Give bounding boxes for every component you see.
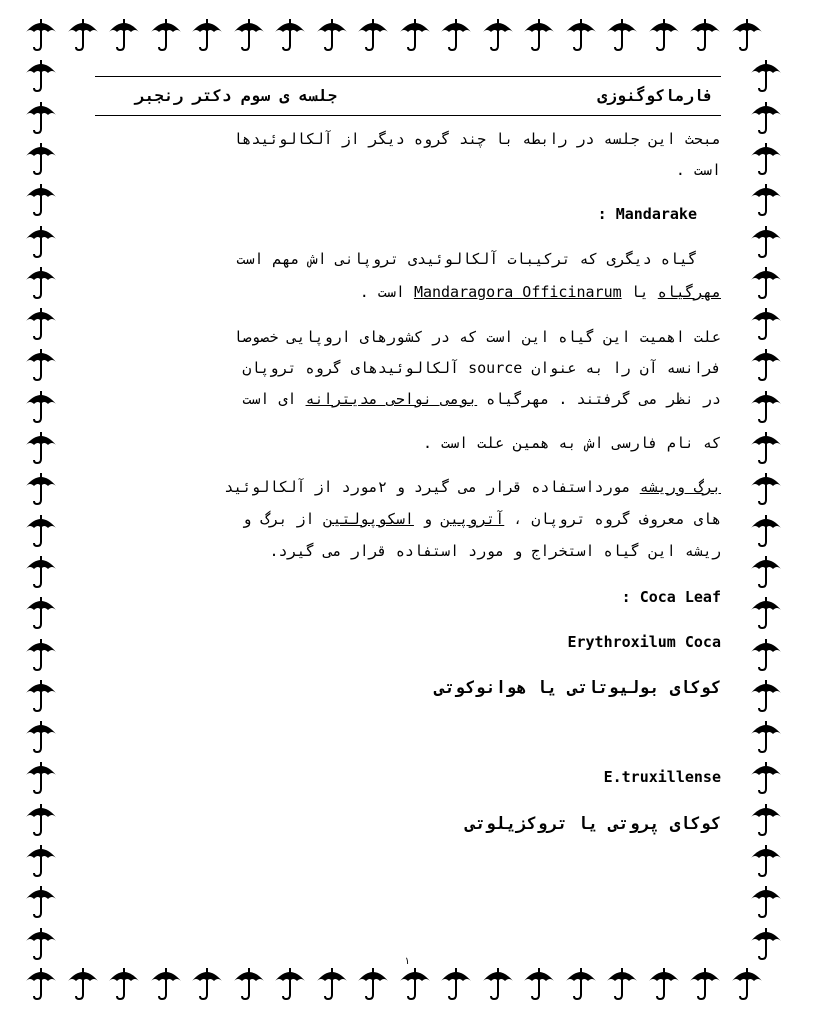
- document-page: [95, 68, 721, 968]
- importance-line-3: [99, 390, 721, 408]
- umbrella-icon: [730, 16, 764, 52]
- umbrella-icon: [647, 965, 681, 1001]
- mandarake-line-1: گیاه دیگری که ترکیبات آلکالوئیدی تروپانی اش مهم است: [236, 250, 697, 268]
- umbrella-icon: [24, 883, 58, 919]
- coca-species: Erythroxilum Coca: [567, 633, 721, 651]
- umbrella-icon: [24, 16, 58, 52]
- umbrella-icon: [749, 883, 783, 919]
- umbrella-icon: [730, 965, 764, 1001]
- coca-heading: : Coca Leaf: [621, 588, 721, 606]
- umbrella-icon: [481, 965, 515, 1001]
- umbrella-icon: [149, 16, 183, 52]
- umbrella-icon: [749, 388, 783, 424]
- umbrella-icon: [439, 16, 473, 52]
- uses-line-2: [99, 510, 721, 528]
- uses-line-2-mid: و: [422, 510, 432, 528]
- umbrella-icon: [24, 470, 58, 506]
- umbrella-icon: [24, 264, 58, 300]
- umbrella-icon: [24, 553, 58, 589]
- umbrella-icon: [749, 305, 783, 341]
- subject-title: فارماکوگنوزی: [597, 86, 713, 105]
- umbrella-icon: [439, 965, 473, 1001]
- umbrella-icon: [749, 429, 783, 465]
- umbrella-icon: [24, 925, 58, 961]
- umbrella-icon: [647, 16, 681, 52]
- umbrella-icon: [273, 965, 307, 1001]
- umbrella-icon: [749, 99, 783, 135]
- truxillense-heading: E.truxillense: [603, 768, 721, 786]
- umbrella-icon: [24, 99, 58, 135]
- umbrella-icon: [24, 181, 58, 217]
- umbrella-icon: [107, 965, 141, 1001]
- umbrella-icon: [564, 965, 598, 1001]
- mandarake-line-2: [99, 283, 721, 301]
- uses-line-3: ریشه این گیاه استخراج و مورد استفاده قرار می گیرد.: [269, 542, 721, 560]
- umbrella-icon: [749, 801, 783, 837]
- intro-line-2: است .: [675, 161, 721, 179]
- mediterranean-link[interactable]: بومی نواحی مدیترانه: [305, 390, 478, 408]
- umbrella-icon: [481, 16, 515, 52]
- leaf-root-link[interactable]: برگ وریشه: [639, 478, 721, 496]
- importance-line-3-end: ای است: [242, 390, 297, 408]
- umbrella-icon: [356, 16, 390, 52]
- truxillense-persian-name: کوکای پروتی یا تروکزیلوتی: [465, 814, 721, 834]
- umbrella-icon: [232, 965, 266, 1001]
- umbrella-icon: [273, 16, 307, 52]
- uses-line-1-rest: مورداستفاده قرار می گیرد و ۲مورد از آلکالوئید: [224, 478, 631, 496]
- umbrella-icon: [749, 57, 783, 93]
- importance-line-4: که نام فارسی اش به همین علت است .: [422, 434, 721, 452]
- umbrella-icon: [398, 965, 432, 1001]
- umbrella-icon: [749, 594, 783, 630]
- umbrella-icon: [749, 223, 783, 259]
- umbrella-icon: [24, 429, 58, 465]
- umbrella-icon: [315, 965, 349, 1001]
- umbrella-icon: [749, 140, 783, 176]
- umbrella-icon: [315, 16, 349, 52]
- umbrella-icon: [232, 16, 266, 52]
- umbrella-icon: [605, 965, 639, 1001]
- umbrella-icon: [564, 16, 598, 52]
- umbrella-icon: [688, 965, 722, 1001]
- umbrella-icon: [24, 305, 58, 341]
- umbrella-icon: [749, 264, 783, 300]
- page-number: ۱: [404, 956, 411, 967]
- intro-line-1: مبحث این جلسه در رابطه با چند گروه دیگر از آلکالوئیدها: [233, 130, 721, 148]
- atropine-link[interactable]: آتروپین: [441, 510, 505, 528]
- umbrella-icon: [749, 718, 783, 754]
- coca-persian-name: کوکای بولیوتاتی یا هوانوکوتی: [434, 678, 721, 698]
- importance-line-2: فرانسه آن را به عنوان source آلکالوئیدهای گروه تروپان: [242, 359, 721, 377]
- umbrella-icon: [24, 759, 58, 795]
- umbrella-icon: [688, 16, 722, 52]
- umbrella-icon: [24, 346, 58, 382]
- umbrella-icon: [749, 842, 783, 878]
- umbrella-icon: [356, 965, 390, 1001]
- conjunction-text: یا: [630, 283, 649, 301]
- umbrella-icon: [66, 965, 100, 1001]
- umbrella-icon: [190, 965, 224, 1001]
- umbrella-icon: [24, 965, 58, 1001]
- umbrella-icon: [107, 16, 141, 52]
- mahregiah-link[interactable]: مهرگیاه: [657, 283, 721, 301]
- umbrella-icon: [24, 223, 58, 259]
- umbrella-icon: [522, 16, 556, 52]
- umbrella-icon: [749, 636, 783, 672]
- mandarake-heading: : Mandarake: [597, 205, 697, 223]
- page-header: [95, 76, 721, 116]
- session-title: جلسه ی سوم دکتر رنجبر: [135, 86, 338, 105]
- mandaragora-link[interactable]: Mandaragora Officinarum: [413, 283, 622, 301]
- umbrella-icon: [66, 16, 100, 52]
- umbrella-icon: [749, 346, 783, 382]
- umbrella-icon: [749, 512, 783, 548]
- uses-line-2-end: از برگ و: [242, 510, 315, 528]
- umbrella-icon: [749, 181, 783, 217]
- umbrella-icon: [24, 57, 58, 93]
- umbrella-icon: [24, 594, 58, 630]
- umbrella-icon: [749, 925, 783, 961]
- umbrella-icon: [149, 965, 183, 1001]
- uses-line-1: [99, 478, 721, 496]
- umbrella-icon: [749, 553, 783, 589]
- sentence-end: است .: [359, 283, 405, 301]
- umbrella-icon: [398, 16, 432, 52]
- umbrella-icon: [522, 965, 556, 1001]
- umbrella-icon: [24, 718, 58, 754]
- umbrella-icon: [24, 801, 58, 837]
- uses-line-2-start: های معروف گروه تروپان ،: [513, 510, 721, 528]
- umbrella-icon: [749, 759, 783, 795]
- umbrella-icon: [605, 16, 639, 52]
- umbrella-icon: [24, 842, 58, 878]
- scopolamine-link[interactable]: اسکوپولتین: [323, 510, 414, 528]
- umbrella-icon: [190, 16, 224, 52]
- umbrella-icon: [24, 388, 58, 424]
- importance-line-3-start: در نظر می گرفتند . مهرگیاه: [486, 390, 721, 408]
- umbrella-icon: [24, 140, 58, 176]
- umbrella-icon: [24, 512, 58, 548]
- umbrella-icon: [749, 677, 783, 713]
- umbrella-icon: [749, 470, 783, 506]
- importance-line-1: علت اهمیت این گیاه این است که در کشورهای اروپایی خصوصا: [233, 328, 721, 346]
- umbrella-icon: [24, 677, 58, 713]
- umbrella-icon: [24, 636, 58, 672]
